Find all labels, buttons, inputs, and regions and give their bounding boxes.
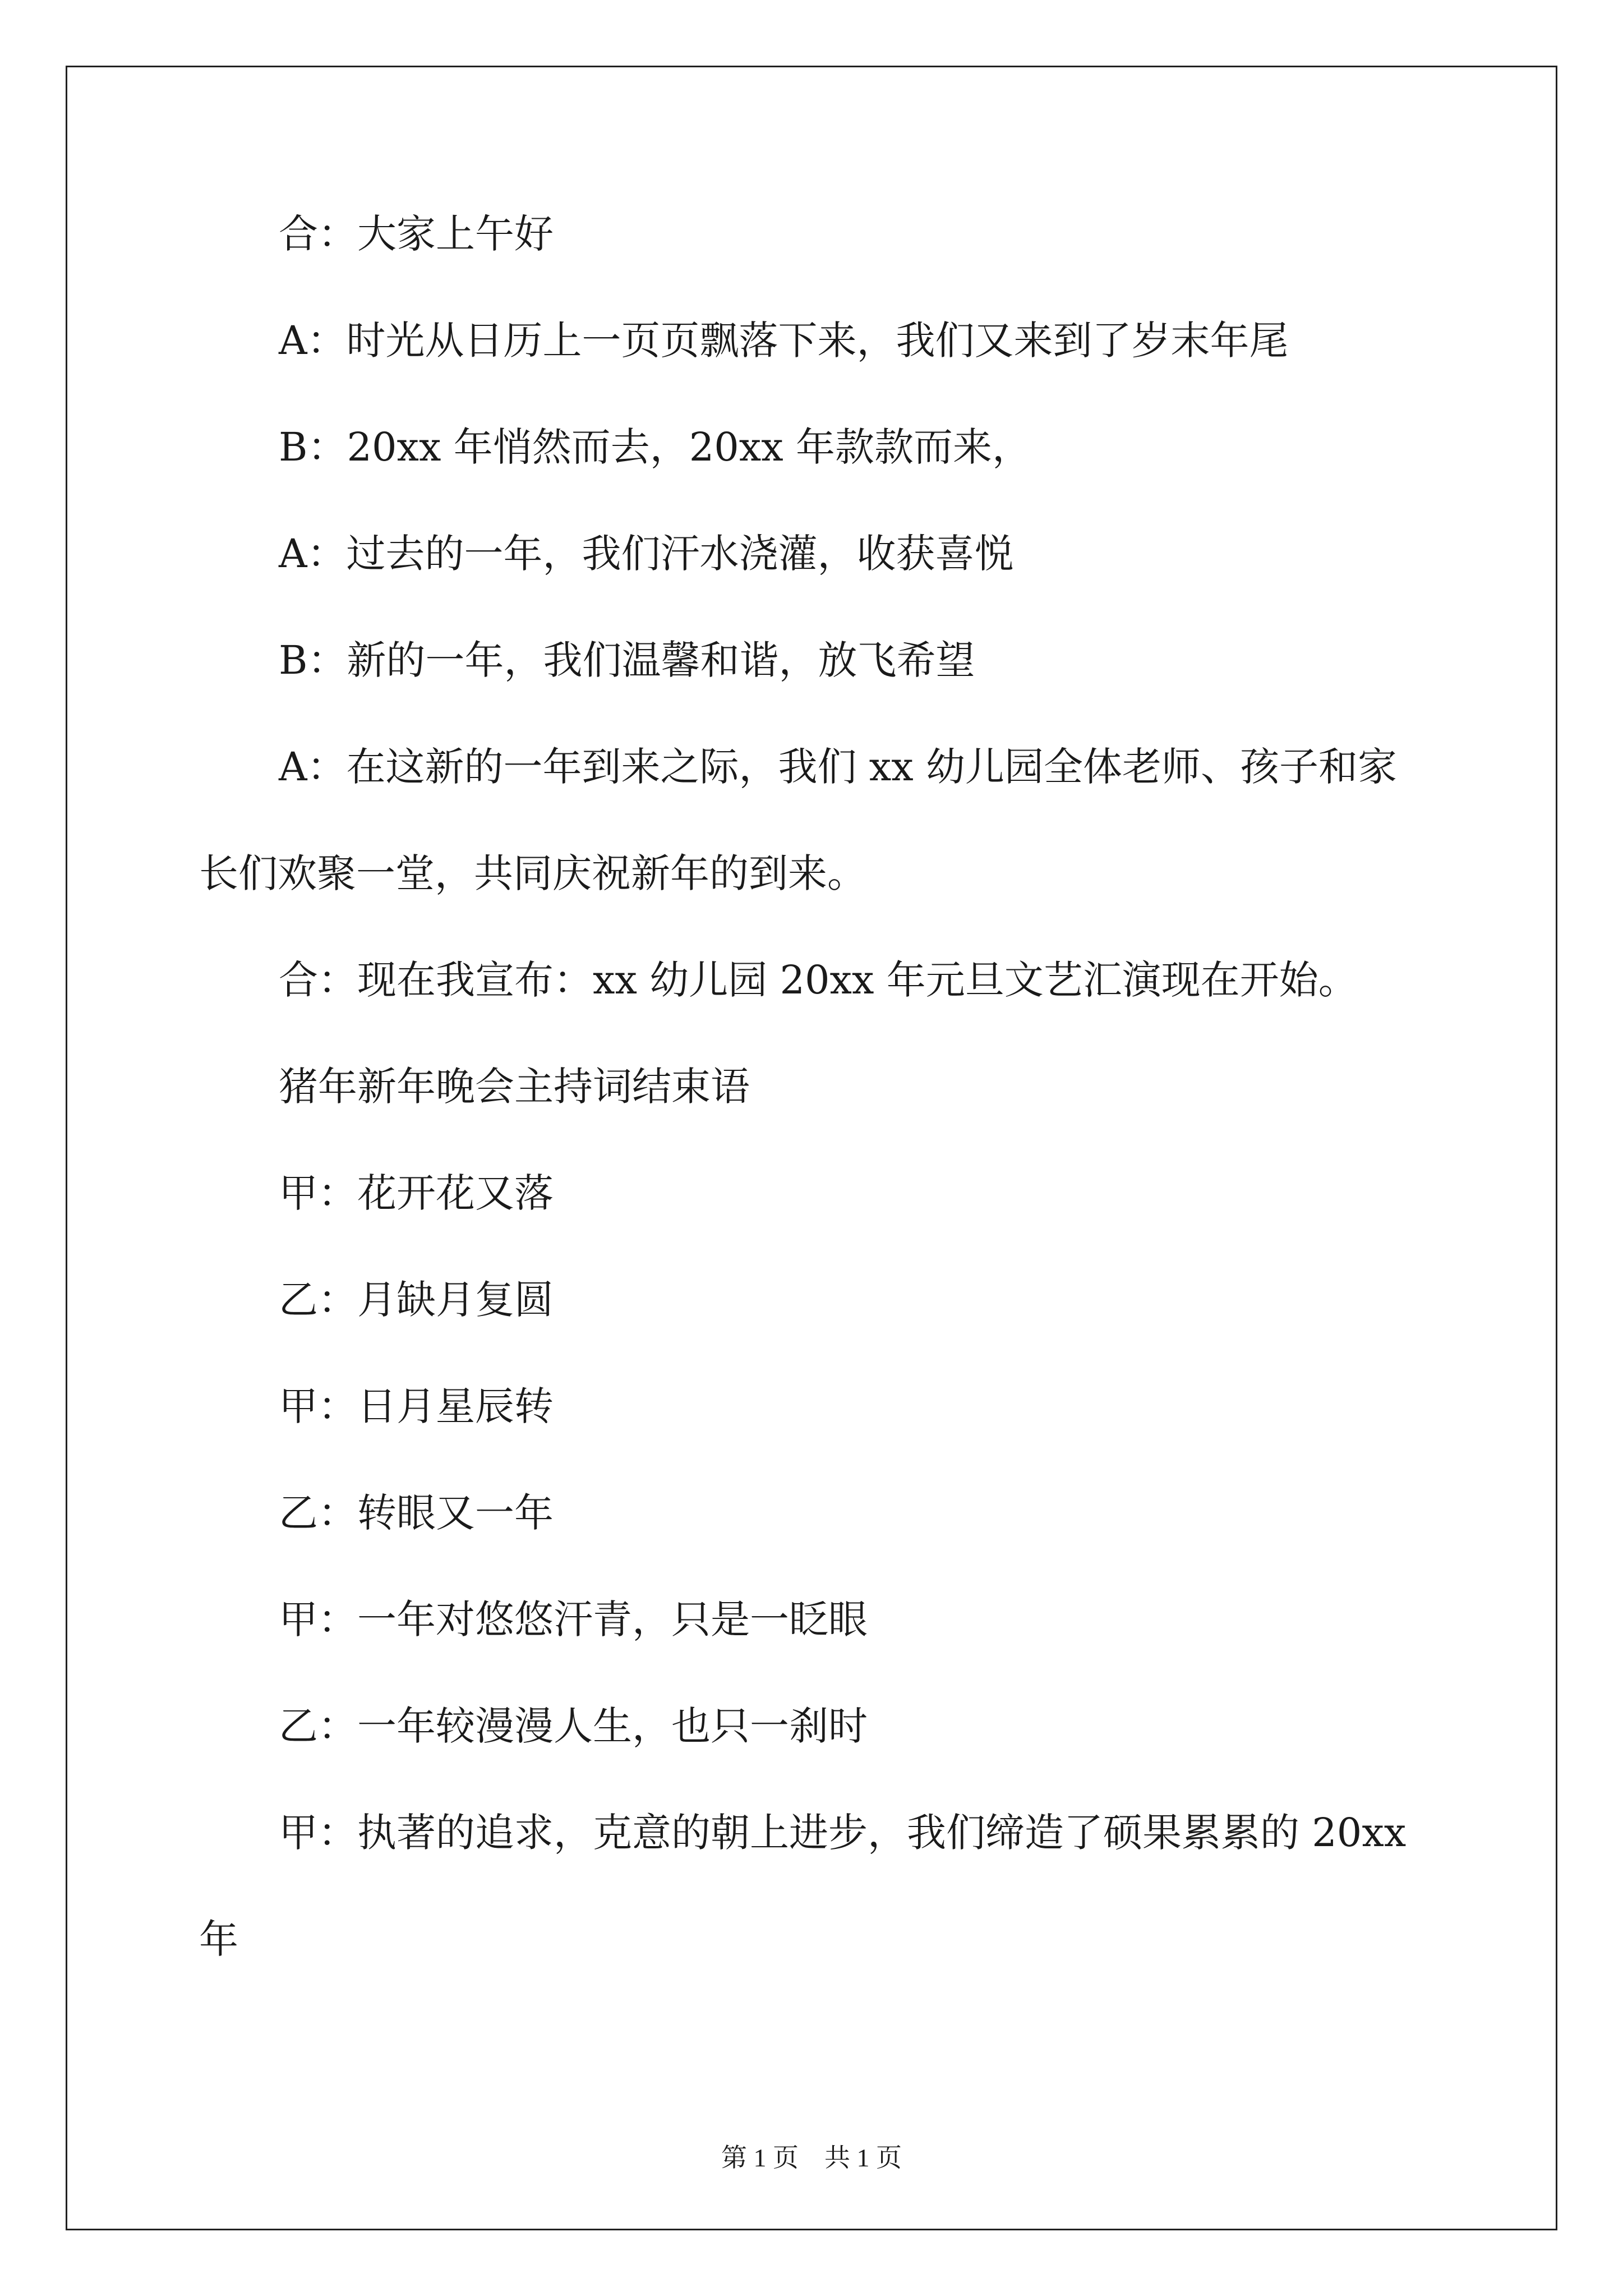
paragraph: 乙：月缺月复圆	[279, 1277, 554, 1323]
paragraph: 甲：日月星辰转	[279, 1383, 554, 1429]
section-heading: 猪年新年晚会主持词结束语	[279, 1064, 750, 1110]
paragraph: 甲：执著的追求，克意的朝上进步，我们缔造了硕果累累的 20xx 年	[199, 1810, 1419, 1962]
paragraph: 合：大家上午好	[279, 211, 554, 257]
paragraph: B：20xx 年悄然而去，20xx 年款款而来，	[279, 424, 1031, 470]
paragraph: B：新的一年，我们温馨和谐，放飞希望	[279, 637, 975, 683]
paragraph: 乙：一年较漫漫人生，也只一刹时	[279, 1703, 868, 1749]
paragraph: 甲：一年对悠悠汗青，只是一眨眼	[279, 1596, 868, 1642]
paragraph: A：在这新的一年到来之际，我们 xx 幼儿园全体老师、孩子和家长们欢聚一堂，共同庆祝新年的到来。	[199, 744, 1398, 896]
paragraph: 合：现在我宣布：xx 幼儿园 20xx 年元旦文艺汇演现在开始。	[279, 957, 1358, 1003]
paragraph: A：时光从日历上一页页飘落下来，我们又来到了岁末年尾	[279, 318, 1289, 364]
paragraph: 甲：花开花又落	[279, 1170, 554, 1216]
page-number: 第 1 页 共 1 页	[721, 2143, 902, 2172]
document-body	[199, 208, 1433, 2019]
paragraph: A：过去的一年，我们汗水浇灌，收获喜悦	[279, 531, 1014, 577]
paragraph: 乙：转眼又一年	[279, 1490, 554, 1536]
